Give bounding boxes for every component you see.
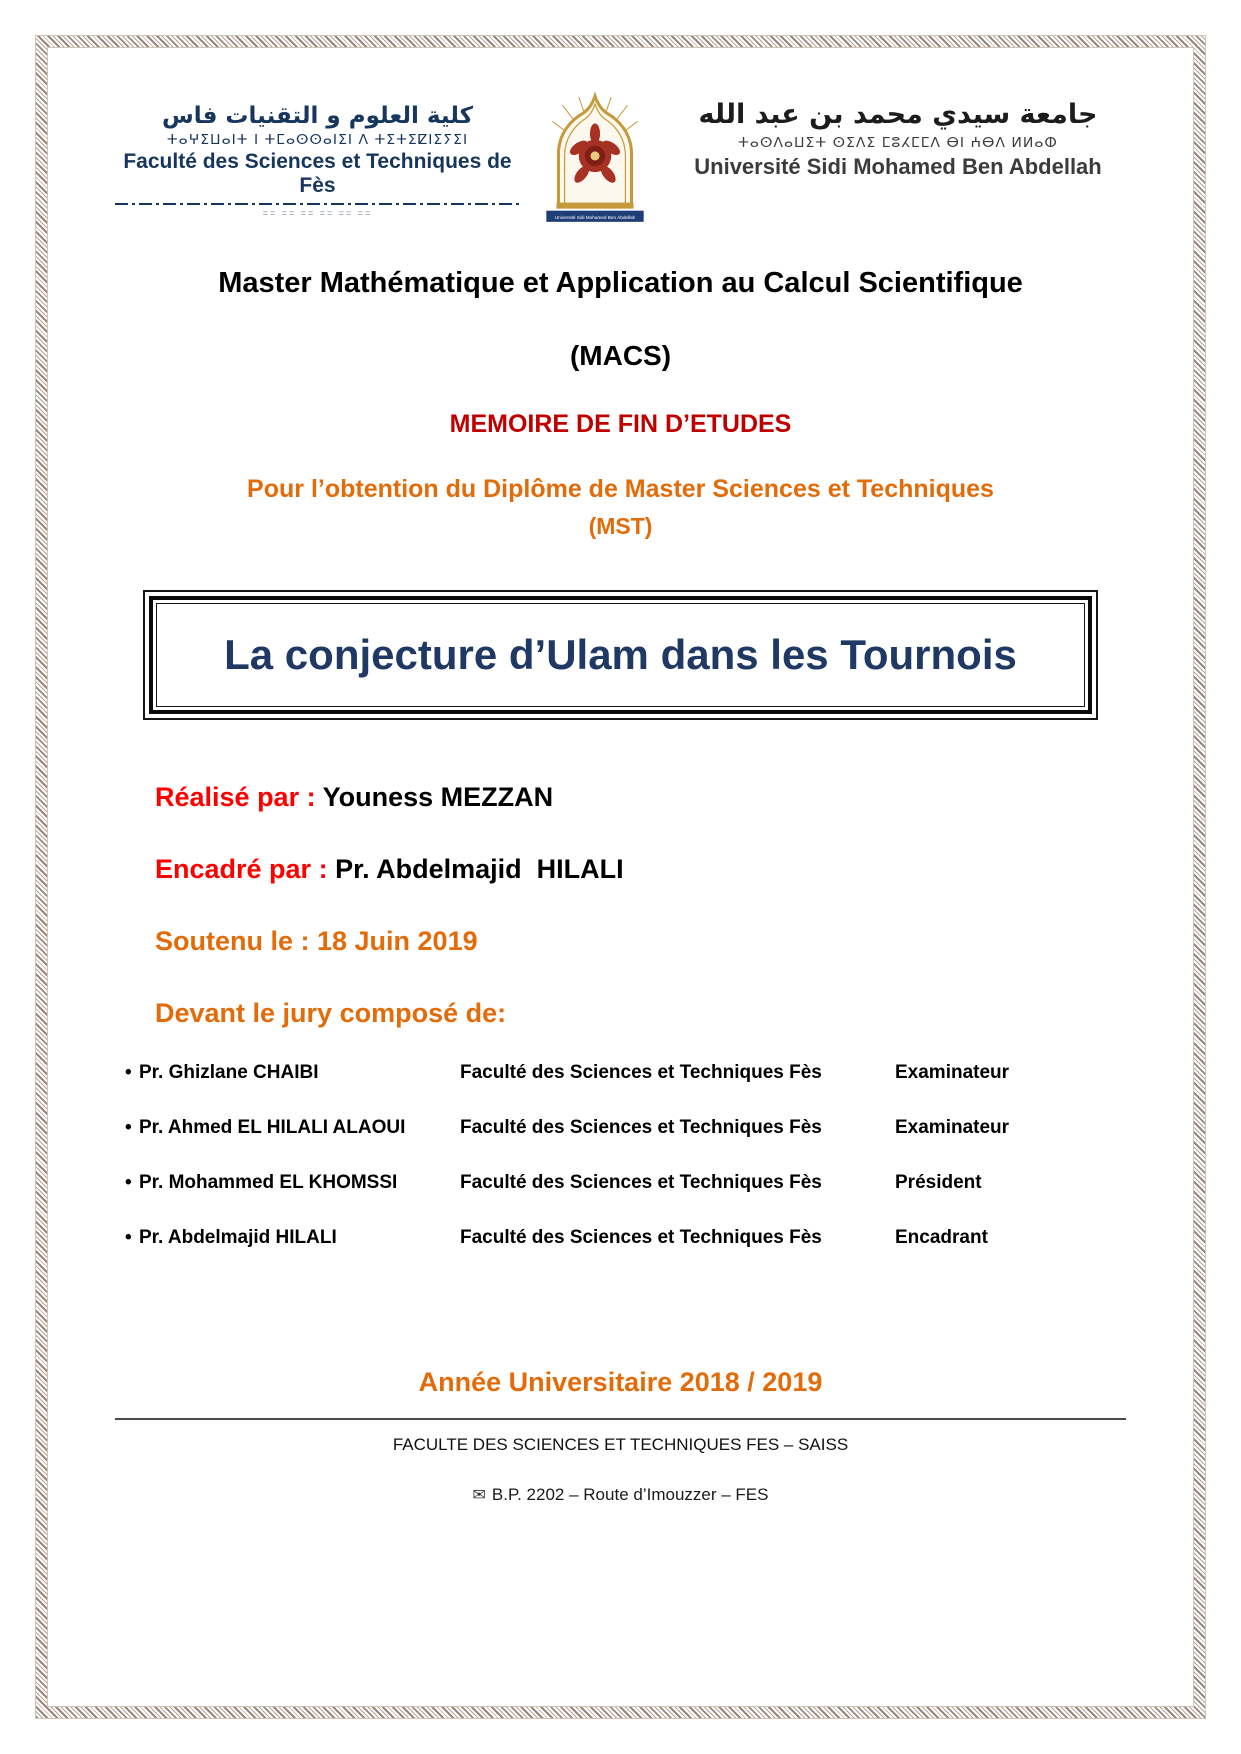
- defense-label: Soutenu le :: [155, 926, 317, 956]
- jury-member-name: Pr. Mohammed EL KHOMSSI: [139, 1172, 398, 1193]
- jury-row: [125, 1172, 1116, 1194]
- jury-member-name: Pr. Ahmed EL HILALI ALAOUI: [139, 1117, 406, 1138]
- university-emblem-image: [534, 89, 656, 233]
- diploma-acronym: (MST): [588, 513, 653, 539]
- author-line: [155, 782, 1126, 813]
- jury-heading: Devant le jury composé de:: [155, 998, 507, 1028]
- dash-dot-rule: [115, 203, 520, 205]
- footer-address-line: [115, 1485, 1126, 1505]
- jury-member-role: Examinateur: [895, 1062, 1010, 1083]
- thesis-title-box-inner-border: [149, 596, 1092, 714]
- university-name-arabic: جامعة سيدي محمد بن عبد الله: [698, 99, 1098, 130]
- jury-member-affiliation: Faculté des Sciences et Techniques Fès: [460, 1062, 822, 1083]
- footer-divider: [115, 1418, 1126, 1420]
- university-logo: [520, 89, 670, 233]
- thesis-title: La conjecture d’Ulam dans les Tournois: [224, 631, 1017, 678]
- jury-member-name: Pr. Abdelmajid HILALI: [139, 1227, 337, 1248]
- thesis-details: [155, 782, 1126, 1029]
- letterhead: [115, 89, 1126, 233]
- program-acronym: (MACS): [569, 340, 672, 371]
- university-name-french: Université Sidi Mohamed Ben Abdellah: [694, 154, 1102, 179]
- thesis-title-box: [143, 590, 1098, 720]
- jury-member-affiliation: Faculté des Sciences et Techniques Fès: [460, 1227, 822, 1248]
- faculty-name-french: Faculté des Sciences et Techniques de Fès: [123, 150, 512, 197]
- defense-date-line: [155, 926, 1126, 957]
- footer-address: B.P. 2202 – Route d’Imouzzer – FES: [491, 1485, 769, 1504]
- logo-caption: Université Sidi Mohamed Ben Abdellah: [554, 214, 636, 220]
- thesis-title-box-content: [156, 603, 1085, 707]
- bullet-icon: •: [125, 1062, 132, 1083]
- jury-member-affiliation: Faculté des Sciences et Techniques Fès: [460, 1117, 822, 1138]
- academic-year: Année Universitaire 2018 / 2019: [418, 1367, 823, 1397]
- diploma-heading: Pour l’obtention du Diplôme de Master Sciences et Techniques: [247, 475, 994, 503]
- bullet-icon: •: [125, 1172, 132, 1193]
- jury-member-role: Encadrant: [895, 1227, 988, 1248]
- jury-row: [125, 1117, 1116, 1139]
- faculty-name-arabic: كلية العلوم و التقنيات فاس: [161, 103, 474, 129]
- jury-row: [125, 1227, 1116, 1249]
- supervisor-label: Encadré par :: [155, 854, 336, 884]
- author-label: Réalisé par :: [155, 782, 323, 812]
- jury-row: [125, 1062, 1116, 1084]
- defense-date: 18 Juin 2019: [317, 926, 478, 956]
- jury-member-role: Examinateur: [895, 1117, 1010, 1138]
- faculty-name-tifinagh: ⵜⴰⵖⵉⵡⴰⵏⵜ ⵏ ⵜⵎⴰⵙⵙⴰⵏⵉⵏ ⴷ ⵜⵉⵜⵉⵇⵏⵉⵢⵉⵏ: [166, 132, 469, 148]
- program-title: Master Mathématique et Application au Calcul Scientifique: [218, 267, 1023, 299]
- footer-faculty-line: FACULTE DES SCIENCES ET TECHNIQUES FES – SAISS: [392, 1435, 849, 1454]
- university-block: [670, 89, 1126, 180]
- memoire-heading: MEMOIRE DE FIN D’ETUDES: [449, 410, 792, 438]
- jury-member-name: Pr. Ghizlane CHAIBI: [139, 1062, 319, 1083]
- page-content: [60, 47, 1181, 1707]
- bullet-icon: •: [125, 1117, 132, 1138]
- decorative-marks: == == == == == ==: [262, 208, 373, 218]
- supervisor-line: [155, 854, 1126, 885]
- bullet-icon: •: [125, 1227, 132, 1248]
- university-name-tifinagh: ⵜⴰⵙⴷⴰⵡⵉⵜ ⵙⵉⴷⵉ ⵎⵓⵃⵎⵎⴷ ⴱⵏ ⵄⴱⴷ ⵍⵍⴰⵀ: [738, 135, 1058, 151]
- supervisor-name: Pr. Abdelmajid HILALI: [335, 854, 624, 884]
- jury-list: [125, 1062, 1116, 1249]
- author-name: Youness MEZZAN: [322, 782, 554, 812]
- jury-member-affiliation: Faculté des Sciences et Techniques Fès: [460, 1172, 822, 1193]
- faculty-block: [115, 89, 520, 218]
- jury-member-role: Président: [895, 1172, 982, 1193]
- envelope-icon: ✉: [472, 1485, 486, 1504]
